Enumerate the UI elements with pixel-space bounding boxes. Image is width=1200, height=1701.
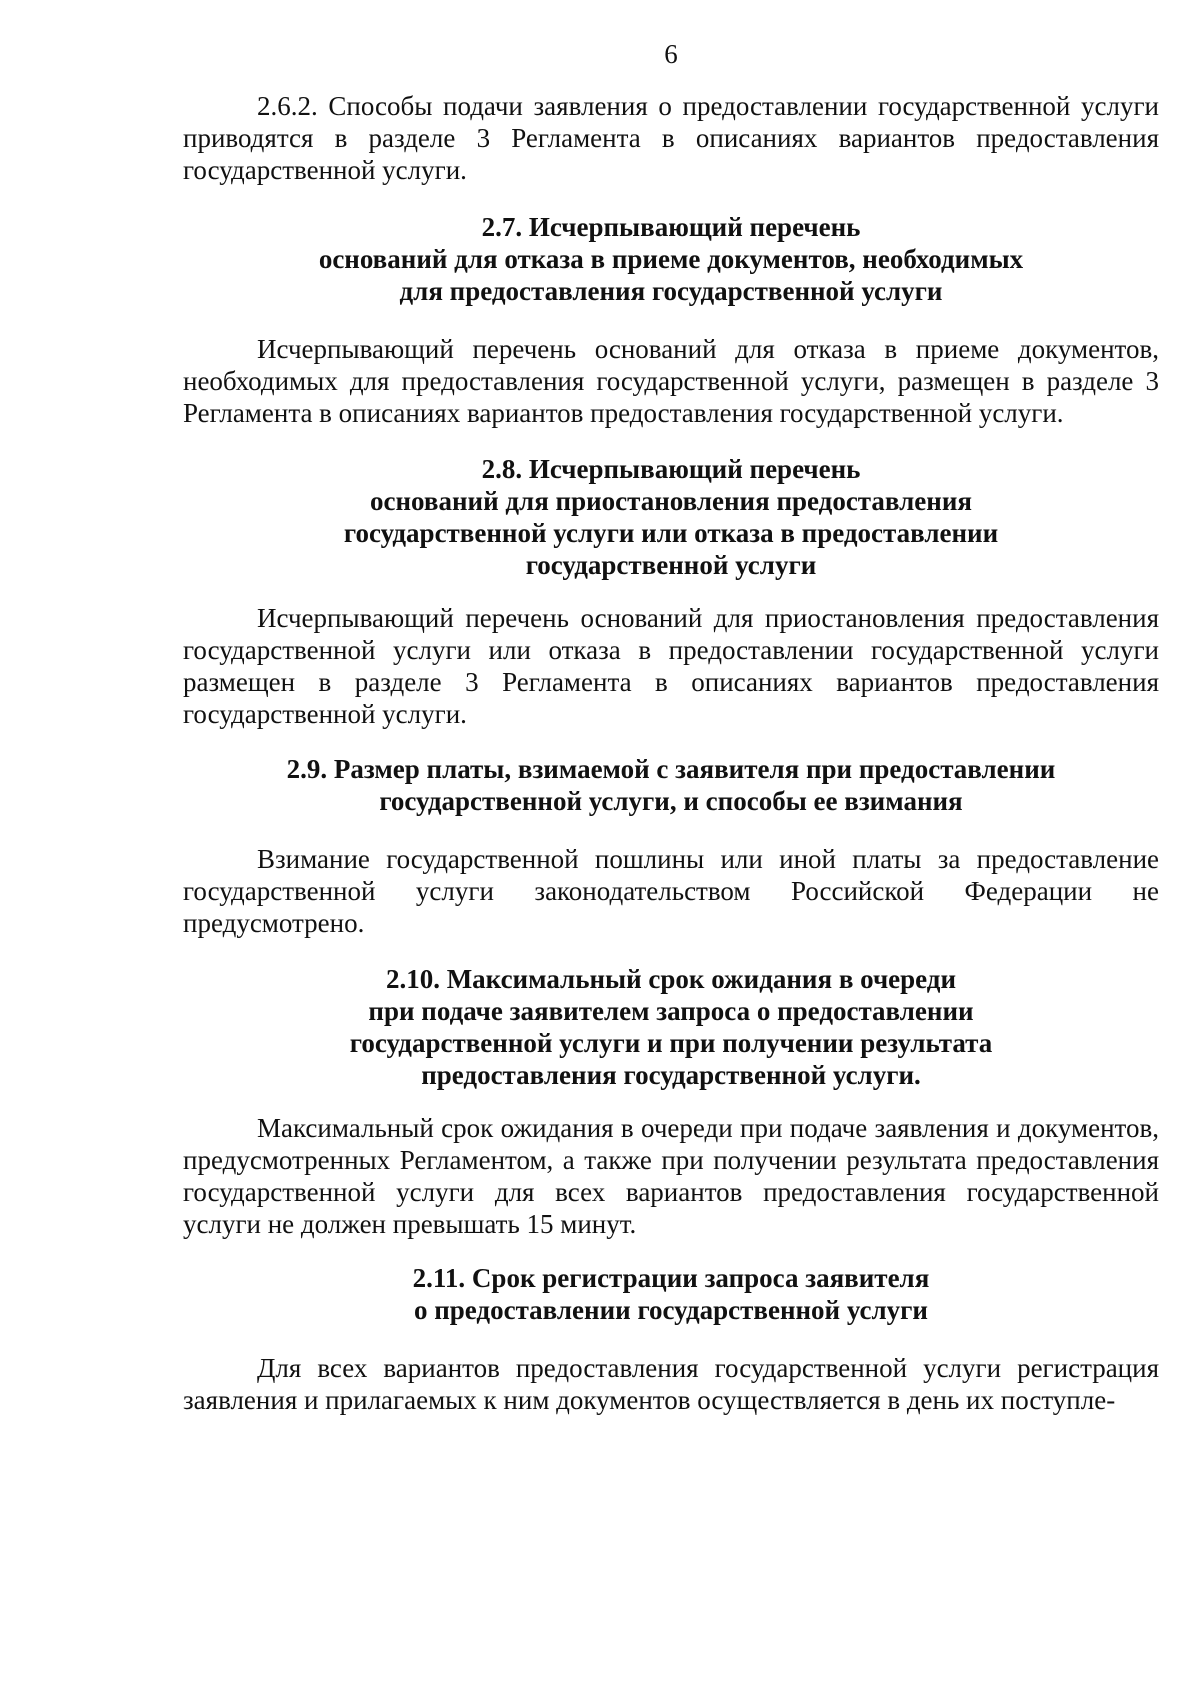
paragraph-2-11: Для всех вариантов предоставления государственной услуги регистрация заявления и прилагаемых к ним документов осуществляется в день их поступле- [183, 1353, 1159, 1415]
heading-2-10-line-3: государственной услуги и при получении результата [349, 1028, 993, 1058]
paragraph-2-8-block [183, 602, 1159, 730]
paragraph-2-9: Взимание государственной пошлины или иной платы за предоставление государственной услуги законодательством Российской Федерации не предусмотрено. [183, 844, 1159, 938]
page-number: 6 [664, 39, 678, 69]
heading-2-10-line-2: при подаче заявителем запроса о предоставлении [368, 996, 974, 1026]
heading-2-7-line-2: оснований для отказа в приеме документов, необходимых [318, 244, 1024, 274]
heading-2-8-line-3: государственной услуги или отказа в предоставлении [343, 518, 999, 548]
paragraph-2-7-block [183, 333, 1159, 429]
heading-2-9-line-2: государственной услуги, и способы ее взимания [379, 786, 963, 816]
heading-2-8 [183, 453, 1159, 581]
heading-2-9 [183, 753, 1159, 817]
heading-2-7-line-1: 2.7. Исчерпывающий перечень [481, 212, 861, 242]
paragraph-2-6-2: 2.6.2. Способы подачи заявления о предоставлении государственной услуги приводятся в разделе 3 Регламента в описаниях вариантов предоставления государственной услуги. [183, 91, 1159, 185]
heading-2-10-line-4: предоставления государственной услуги. [421, 1060, 921, 1090]
heading-2-7-line-3: для предоставления государственной услуги [399, 276, 943, 306]
paragraph-2-10-block [183, 1112, 1159, 1240]
heading-2-10-line-1: 2.10. Максимальный срок ожидания в очереди [385, 964, 957, 994]
paragraph-2-11-block [183, 1352, 1159, 1416]
paragraph-2-10: Максимальный срок ожидания в очереди при подаче заявления и документов, предусмотренных Регламентом, а также при получении результата предоставления государственной услуги для всех вариантов предоставления государственной услуги не должен превышать 15 минут. [183, 1113, 1159, 1239]
heading-2-11 [183, 1262, 1159, 1326]
heading-2-11-line-2: о предоставлении государственной услуги [413, 1295, 928, 1325]
paragraph-2-7: Исчерпывающий перечень оснований для отказа в приеме документов, необходимых для предоставления государственной услуги, размещен в разделе 3 Регламента в описаниях вариантов предоставления государственной услуги. [183, 334, 1159, 428]
heading-2-8-line-2: оснований для приостановления предоставления [370, 486, 972, 516]
paragraph-2-9-block [183, 843, 1159, 939]
heading-2-8-line-1: 2.8. Исчерпывающий перечень [481, 454, 861, 484]
heading-2-8-line-4: государственной услуги [525, 550, 817, 580]
heading-2-11-line-1: 2.11. Срок регистрации запроса заявителя [412, 1263, 930, 1293]
paragraph-2-6-2-block [183, 90, 1159, 186]
heading-2-9-line-1: 2.9. Размер платы, взимаемой с заявителя при предоставлении [286, 754, 1056, 784]
heading-2-10 [183, 963, 1159, 1091]
paragraph-2-8: Исчерпывающий перечень оснований для приостановления предоставления государственной услуги или отказа в предоставлении государственной услуги размещен в разделе 3 Регламента в описаниях вариантов предоставления государственной услуги. [183, 603, 1159, 729]
heading-2-7 [183, 211, 1159, 307]
